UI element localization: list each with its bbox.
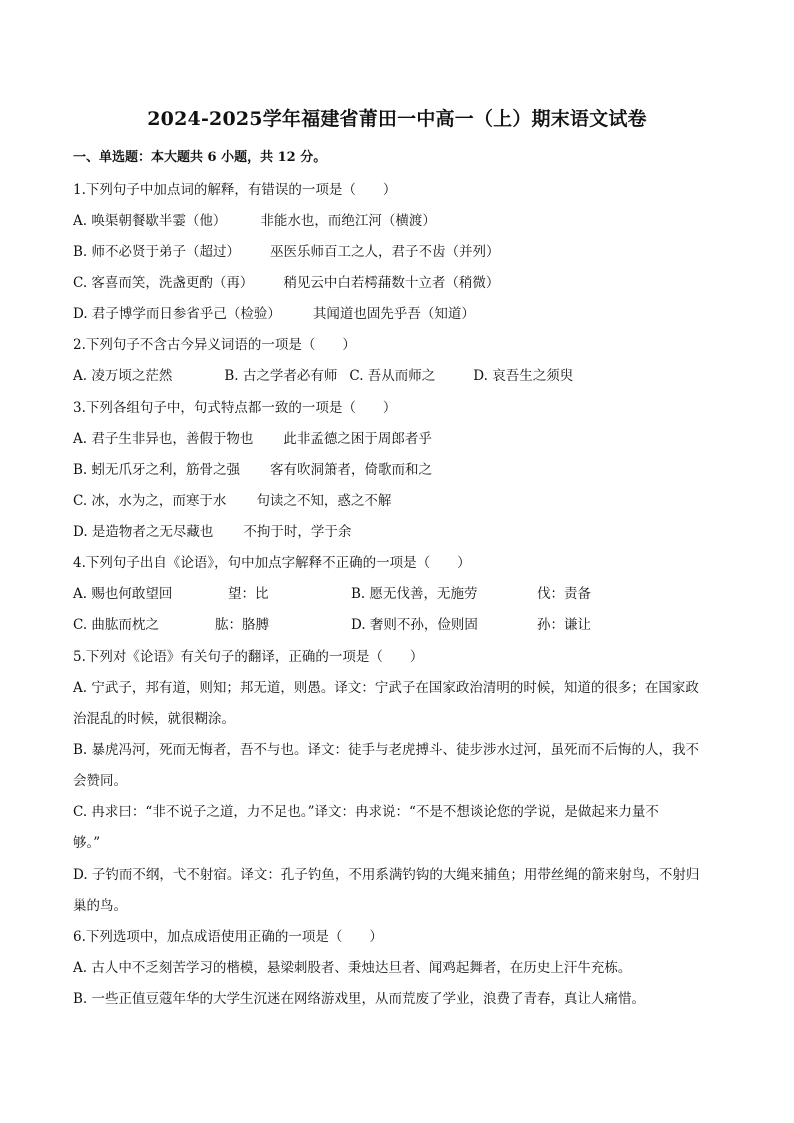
q2-option-a: A. 凌万顷之茫然 [73, 368, 173, 384]
q1-a-part2: 非能水也，而绝江河（横渡） [260, 213, 436, 229]
q3-option-c [73, 489, 391, 509]
q3-d-part1: D. 是造物者之无尽藏也 [73, 524, 214, 540]
q2-option-d: D. 哀吾生之须臾 [473, 368, 574, 384]
q6-option-a: A. 古人中不乏刻苦学习的楷模，悬梁刺股者、秉烛达旦者、闻鸡起舞者，在历史上汗牛充栋。 [73, 960, 632, 976]
q1-option-d [73, 302, 475, 322]
q5-option-d-line1: D. 子钓而不纲，弋不射宿。译文：孔子钓鱼，不用系满钓钩的大绳来捕鱼；用带丝绳的箭来射鸟，不射归 [73, 867, 700, 883]
q4-row-cd [73, 613, 591, 633]
q5-option-b-line1: B. 暴虎冯河，死而无悔者，吾不与也。译文：徒手与老虎搏斗、徒步涉水过河，虽死而不后悔的人，我不 [73, 742, 700, 758]
q1-option-c [73, 271, 499, 291]
q1-option-b [73, 240, 500, 260]
q1-stem: 1.下列句子中加点词的解释，有错误的一项是（ ） [73, 182, 397, 198]
q2-options [73, 364, 573, 384]
q1-option-a [73, 209, 436, 229]
q5-option-c-line1: C. 冉求曰：“非不说子之道，力不足也。”译文：冉求说：“不是不想谈论您的学说，是做起来力量不 [73, 804, 659, 820]
q1-a-part1: A. 唤渠朝餐歇半霎（他） [73, 213, 227, 229]
q2-option-b: B. 古之学者必有师 [224, 368, 338, 384]
q1-c-part2: 稍见云中白若樗蒱数十立者（稍微） [283, 275, 500, 291]
section-heading: 一、单选题：本大题共 6 小题，共 12 分。 [73, 150, 327, 165]
q3-option-a [73, 427, 432, 447]
q4-d-part2: 孙：谦让 [537, 617, 591, 633]
q3-c-part1: C. 冰，水为之，而寒于水 [73, 493, 227, 509]
q1-b-part1: B. 师不必贤于弟子（超过） [73, 244, 241, 260]
q4-a-part2: 望：比 [228, 586, 269, 602]
q5-option-a-line2: 治混乱的时候，就很糊涂。 [73, 711, 235, 727]
exam-title: 2024-2025学年福建省莆田一中高一（上）期末语文试卷 [147, 108, 647, 130]
q5-option-d-line2: 巢的鸟。 [73, 898, 127, 914]
q5-option-c-line2: 够。” [73, 835, 101, 851]
q5-option-a-line1: A. 宁武子，邦有道，则知；邦无道，则愚。译文：宁武子在国家政治清明的时候，知道的很多；在国家政 [73, 680, 699, 696]
q2-stem: 2.下列句子不含古今异义词语的一项是（ ） [73, 337, 356, 353]
q3-d-part2: 不拘于时，学于余 [243, 524, 352, 540]
q3-b-part2: 客有吹洞箫者，倚歌而和之 [270, 462, 433, 478]
q3-a-part2: 此非孟德之困于周郎者乎 [283, 431, 432, 447]
q4-stem: 4.下列句子出自《论语》，句中加点字解释不正确的一项是（ ） [73, 555, 471, 571]
q3-c-part2: 句读之不知，惑之不解 [256, 493, 392, 509]
q5-option-b-line2: 会赞同。 [73, 773, 127, 789]
q3-a-part1: A. 君子生非异也，善假于物也 [73, 431, 254, 447]
q1-d-part2: 其闻道也固先乎吾（知道） [312, 306, 475, 322]
q6-option-b: B. 一些正值豆蔻年华的大学生沉迷在网络游戏里，从而荒废了学业，浪费了青春，真让人痛惜。 [73, 991, 646, 1007]
q3-option-b [73, 458, 432, 478]
q5-stem: 5.下列对《论语》有关句子的翻译，正确的一项是（ ） [73, 649, 424, 665]
q4-c-part2: 肱：胳膊 [215, 617, 269, 633]
q4-d-part1: D. 奢则不孙，俭则固 [351, 617, 478, 633]
q3-stem: 3.下列各组句子中，句式特点都一致的一项是（ ） [73, 400, 397, 416]
q2-option-c: C. 吾从而师之 [349, 368, 436, 384]
q3-b-part1: B. 蚓无爪牙之利，筋骨之强 [73, 462, 241, 478]
q3-option-d [73, 520, 351, 540]
q4-b-part2: 伐：责备 [537, 586, 591, 602]
q6-stem: 6.下列选项中，加点成语使用正确的一项是（ ） [73, 929, 383, 945]
q4-c-part1: C. 曲肱而枕之 [73, 617, 159, 633]
q4-b-part1: B. 愿无伐善，无施劳 [351, 586, 478, 602]
q1-b-part2: 巫医乐师百工之人，君子不齿（并列） [270, 244, 500, 260]
q1-d-part1: D. 君子博学而日参省乎己（检验） [73, 306, 281, 322]
q4-a-part1: A. 赐也何敢望回 [73, 586, 173, 602]
q4-row-ab [73, 582, 591, 602]
q1-c-part1: C. 客喜而笑，洗盏更酌（再） [73, 275, 254, 291]
